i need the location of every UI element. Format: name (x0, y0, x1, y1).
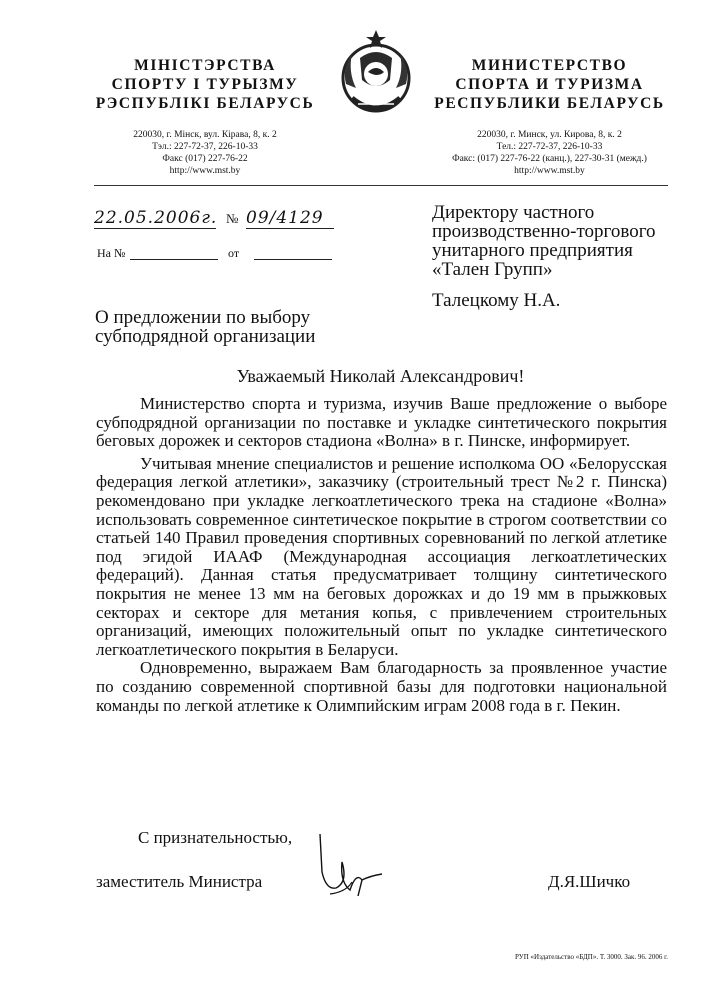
paragraph-3: Одновременно, выражаем Вам благодарность за проявленное участие по созданию современной спортивной базы для подготовки национальной команды по легкой атлетике к Олимпийским играм 2008 года в г. Пекин. (96, 658, 667, 715)
addressee-block (432, 203, 682, 310)
web-by: http://www.mst.by (169, 166, 241, 176)
addressee-line-3: унитарного предприятия (432, 240, 633, 261)
web-ru: http://www.mst.by (514, 166, 585, 176)
reference-row (94, 246, 344, 264)
addressee-line-4: «Тален Групп» (432, 259, 553, 280)
header-divider (94, 185, 668, 186)
ministry-name-by-line2: СПОРТУ І ТУРЫЗМУ (111, 76, 299, 93)
subject (95, 308, 395, 346)
ministry-name-by-line1: МІНІСТЭРСТВА (134, 57, 276, 74)
signer-position: заместитель Министра (96, 872, 263, 891)
paragraph-1: Министерство спорта и туризма, изучив Ваше предложение о выборе субподрядной организации по поставке и укладке синтетического покрытия беговых дорожек и секторов стадиона «Волна» в г. Пинске, информирует. (96, 394, 667, 451)
address-ru: 220030, г. Минск, ул. Кирова, 8, к. 2 (477, 130, 622, 140)
letter-body (96, 395, 667, 715)
reference-date-line (254, 246, 332, 260)
ministry-name-ru-line2: СПОРТА И ТУРИЗМА (455, 76, 644, 93)
fax-ru: Факс: (017) 227-76-22 (канц.), 227-30-31 (межд.) (452, 154, 647, 164)
closing: С признательностью, (138, 828, 293, 847)
header-left (90, 56, 320, 177)
number-label: № (226, 211, 239, 226)
subject-line-1: О предложении по выбору (95, 307, 311, 328)
header-right (432, 56, 667, 177)
ministry-name-ru-line1: МИНИСТЕРСТВО (471, 57, 628, 74)
reference-label: На № (97, 246, 126, 260)
addressee-line-2: производственно-торгового (432, 221, 656, 242)
reference-number-line (130, 246, 218, 260)
outgoing-number: 09/4129 (246, 208, 334, 229)
fax-by: Факс (017) 227-76-22 (162, 154, 248, 164)
addressee-line-1: Директору частного (432, 202, 595, 223)
subject-line-2: субподрядной организации (95, 326, 316, 347)
state-emblem-icon (338, 28, 414, 114)
ministry-name-ru-line3: РЕСПУБЛИКИ БЕЛАРУСЬ (434, 95, 665, 112)
printer-footer: РУП «Издательство «БДП». Т. 3000. Зак. 96. 2006 г. (515, 953, 668, 961)
addressee-name: Талецкому Н.А. (432, 290, 561, 311)
address-by: 220030, г. Мінск, вул. Кірава, 8, к. 2 (133, 130, 277, 140)
outgoing-date: 22.05.2006г. (94, 208, 218, 228)
phone-ru: Тел.: 227-72-37, 226-10-33 (496, 142, 603, 152)
signer-name: Д.Я.Шичко (548, 872, 631, 891)
reference-from-label: от (228, 246, 240, 260)
paragraph-2: Учитывая мнение специалистов и решение исполкома ОО «Белорусская федерация легкой атлетики», заказчику (строительный трест №2 г. Пинска) рекомендовано при укладке легкоатлетического трека на стадионе «Волна» использовать современное синтетическое покрытие в строгом соответствии со статьей 140 Правил проведения спортивных соревнований по легкой атлетике под эгидой ИААФ (Международная ассоциация легкоатлетических федераций). Данная статья предусматривает толщину синтетического покрытия не менее 13 мм на беговых дорожках и до 19 мм в прыжковых секторах и секторе для метания копья, с привлечением строительных организаций, имеющих положительный опыт по укладке синтетического легкоатлетического покрытия в Беларуси. (96, 453, 667, 659)
registration-row (94, 208, 394, 230)
ministry-name-by-line3: РЭСПУБЛІКІ БЕЛАРУСЬ (95, 95, 315, 112)
signature (312, 832, 402, 902)
salutation: Уважаемый Николай Александрович! (236, 366, 525, 386)
phone-by: Тэл.: 227-72-37, 226-10-33 (152, 142, 258, 152)
